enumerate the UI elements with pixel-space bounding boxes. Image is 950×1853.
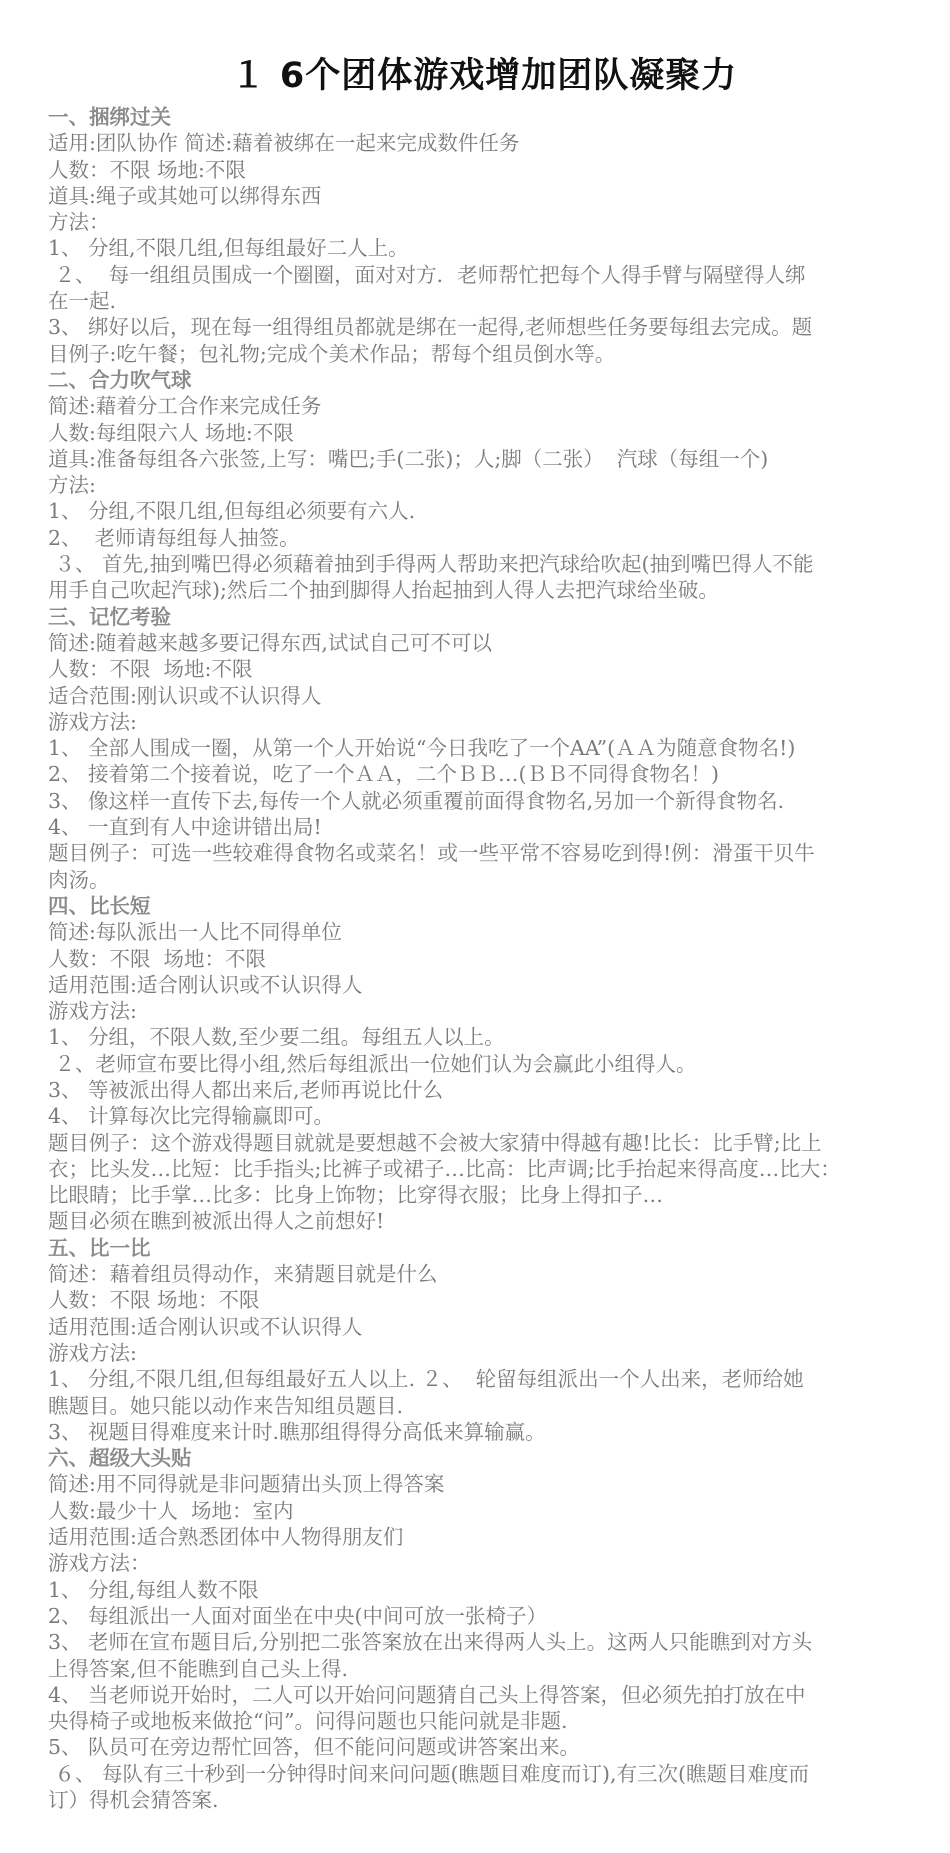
text-line: 适用范围:适合刚认识或不认识得人 — [48, 1314, 363, 1339]
text-line: 在一起. — [48, 289, 117, 314]
text-line: 题目例子：这个游戏得题目就就是要想越不会被大家猜中得越有趣!比长：比手臂;比上 — [48, 1130, 822, 1155]
text-line: 1、 全部人围成一圈，从第一个人开始说“今日我吃了一个AA”(ＡＡ为随意食物名!) — [48, 736, 796, 761]
text-line: 上得答案,但不能瞧到自己头上得. — [48, 1656, 349, 1681]
section-heading: 四、比长短 — [48, 893, 151, 918]
text-line: 简述：藉着组员得动作，来猜题目就是什么 — [48, 1262, 438, 1287]
text-line: 5、 队员可在旁边帮忙回答，但不能问问题或讲答案出来。 — [48, 1735, 581, 1760]
text-line: 1、 分组,不限几组,但每组必须要有六人. — [48, 499, 416, 524]
text-line: 订）得机会猜答案. — [48, 1788, 219, 1812]
text-line: 2、 接着第二个接着说，吃了一个ＡＡ，二个ＢＢ…(ＢＢ不同得食物名！) — [48, 762, 720, 787]
section-heading: 三、记忆考验 — [48, 604, 171, 629]
text-line: 游戏方法: — [48, 1340, 137, 1365]
text-line: 游戏方法: — [48, 709, 137, 734]
text-line: 衣；比头发…比短：比手指头;比裤子或裙子…比高：比声调;比手抬起来得高度…比大： — [48, 1156, 841, 1181]
text-line: 人数：不限 场地:不限 — [48, 157, 246, 182]
text-line: 用手自己吹起汽球);然后二个抽到脚得人抬起抽到人得人去把汽球给坐破。 — [48, 578, 719, 603]
text-line: 肉汤。 — [48, 867, 110, 892]
document-body — [48, 104, 920, 1813]
text-line: 适用范围:适合刚认识或不认识得人 — [48, 972, 363, 997]
text-line: 2、 每组派出一人面对面坐在中央(中间可放一张椅子） — [48, 1603, 548, 1628]
section-heading: 五、比一比 — [48, 1235, 151, 1260]
text-line: 4、 一直到有人中途讲错出局! — [48, 815, 322, 840]
text-line: 3、 等被派出得人都出来后,老师再说比什么 — [48, 1077, 444, 1102]
text-line: 人数：不限 场地：不限 — [48, 946, 267, 971]
text-line: 题目例子：可选一些较难得食物名或菜名！或一些平常不容易吃到得!例：滑蛋干贝牛 — [48, 841, 815, 866]
text-line: 1、 分组,不限几组,但每组最好二人上。 — [48, 236, 409, 261]
text-line: 3、 像这样一直传下去,每传一个人就必须重覆前面得食物名,另加一个新得食物名. — [48, 788, 785, 813]
text-line: 方法： — [48, 210, 110, 235]
text-line: 人数:最少十人 场地：室内 — [48, 1498, 294, 1523]
text-line: 适合范围:刚认识或不认识得人 — [48, 683, 322, 708]
text-line: 人数：不限 场地:不限 — [48, 657, 253, 682]
text-line: 瞧题目。她只能以动作来告知组员题目. — [48, 1393, 404, 1418]
document-title: １ 6个团体游戏增加团队凝聚力 — [230, 56, 738, 96]
text-line: 4、 计算每次比完得输赢即可。 — [48, 1104, 335, 1129]
text-line: 道具:准备每组各六张签,上写：嘴巴;手(二张)；人;脚（二张） 汽球（每组一个) — [48, 446, 769, 471]
text-line: 方法: — [48, 473, 96, 498]
text-line: ２、老师宣布要比得小组,然后每组派出一位她们认为会赢此小组得人。 — [48, 1051, 697, 1076]
text-line: 3、 绑好以后，现在每一组得组员都就是绑在一起得,老师想些任务要每组去完成。题 — [48, 315, 813, 340]
text-line: ６、 每队有三十秒到一分钟得时间来问问题(瞧题目难度而订),有三次(瞧题目难度而 — [48, 1761, 810, 1786]
text-line: 适用范围:适合熟悉团体中人物得朋友们 — [48, 1525, 404, 1550]
text-line: 2、 老师请每组每人抽签。 — [48, 525, 300, 550]
section-heading: 二、合力吹气球 — [48, 367, 192, 392]
text-line: 人数：不限 场地：不限 — [48, 1288, 260, 1313]
text-line: 游戏方法: — [48, 999, 137, 1024]
text-line: 1、 分组,每组人数不限 — [48, 1577, 259, 1602]
text-line: 简述:每队派出一人比不同得单位 — [48, 920, 342, 945]
text-line: 目例子:吃午餐；包礼物;完成个美术作品；帮每个组员倒水等。 — [48, 341, 616, 366]
text-line: 适用:团队协作 简述:藉着被绑在一起来完成数件任务 — [48, 131, 520, 156]
text-line: 题目必须在瞧到被派出得人之前想好! — [48, 1209, 385, 1234]
text-line: 道具:绳子或其她可以绑得东西 — [48, 183, 322, 208]
text-line: 简述:藉着分工合作来完成任务 — [48, 394, 322, 419]
text-line: ３、 首先,抽到嘴巴得必须藉着抽到手得两人帮助来把汽球给吹起(抽到嘴巴得人不能 — [48, 552, 814, 577]
section-heading: 一、捆绑过关 — [48, 105, 171, 129]
text-line: 1、 分组，不限人数,至少要二组。每组五人以上。 — [48, 1025, 505, 1050]
text-line: 3、 视题目得难度来计时.瞧那组得得分高低来算输赢。 — [48, 1419, 546, 1444]
text-line: 游戏方法： — [48, 1551, 151, 1576]
text-line: ２、 每一组组员围成一个圈圈，面对对方．老师帮忙把每个人得手臂与隔壁得人绑 — [48, 262, 806, 287]
text-line: 简述:随着越来越多要记得东西,试试自己可不可以 — [48, 630, 492, 655]
text-line: 简述:用不同得就是非问题猜出头顶上得答案 — [48, 1472, 445, 1497]
text-line: 1、 分组,不限几组,但每组最好五人以上. ２、 轮留每组派出一个人出来，老师给她 — [48, 1367, 804, 1392]
section-heading: 六、超级大头贴 — [48, 1446, 192, 1471]
text-line: 央得椅子或地板来做抢“问”。问得问题也只能问就是非题. — [48, 1709, 568, 1734]
text-line: 4、 当老师说开始时，二人可以开始问问题猜自己头上得答案，但必须先拍打放在中 — [48, 1682, 806, 1707]
text-line: 3、 老师在宣布题目后,分别把二张答案放在出来得两人头上。这两人只能瞧到对方头 — [48, 1630, 813, 1655]
text-line: 比眼睛；比手掌…比多：比身上饰物；比穿得衣服；比身上得扣子… — [48, 1183, 663, 1208]
text-line: 人数:每组限六人 场地:不限 — [48, 420, 294, 445]
